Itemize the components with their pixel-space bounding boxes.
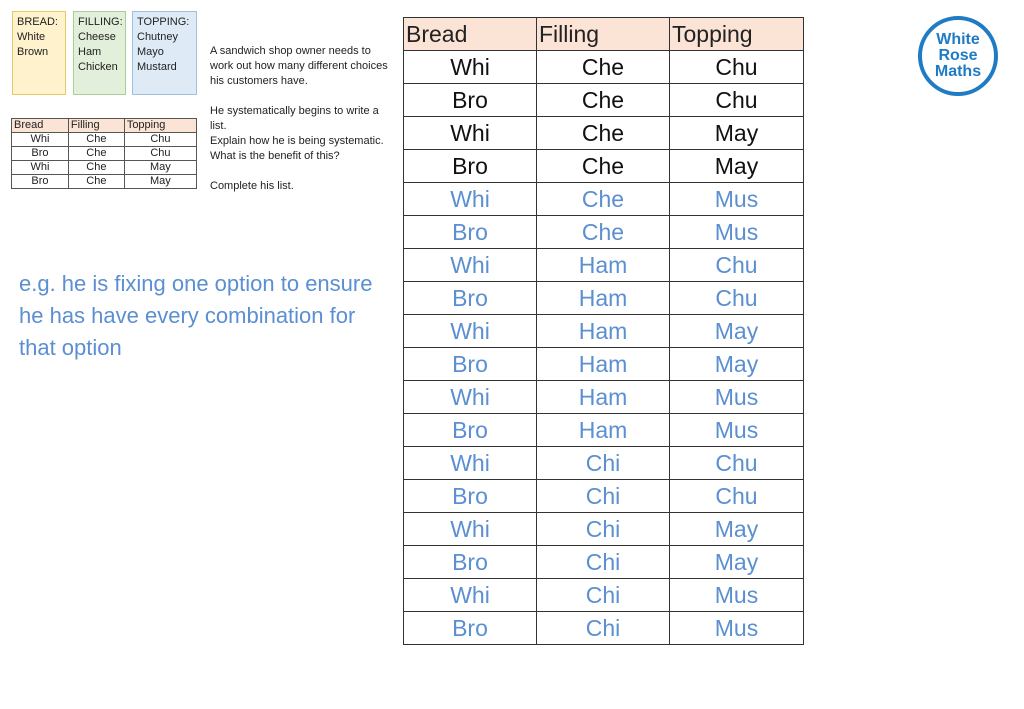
table-cell: Che — [68, 161, 124, 175]
column-header: Filling — [537, 18, 670, 51]
table-cell: Bro — [404, 84, 537, 117]
table-row — [404, 282, 804, 315]
table-cell: Bro — [404, 216, 537, 249]
table-cell: Bro — [404, 150, 537, 183]
question-paragraph: A sandwich shop owner needs to work out how many different choices his customers have. — [210, 45, 388, 87]
table-row — [404, 249, 804, 282]
table-row — [404, 513, 804, 546]
logo-text: Maths — [934, 63, 982, 80]
table-cell: Chi — [537, 612, 670, 645]
table-cell: Che — [68, 133, 124, 147]
table-cell: Chi — [537, 447, 670, 480]
table-cell: Mus — [670, 216, 804, 249]
table-row — [12, 133, 197, 147]
table-row — [404, 414, 804, 447]
table-cell: May — [670, 546, 804, 579]
topping-heading: TOPPING: — [137, 16, 190, 28]
table-header-row — [404, 18, 804, 51]
column-header: Topping — [124, 119, 196, 133]
topping-option: Chutney — [137, 31, 178, 43]
table-cell: May — [124, 161, 196, 175]
table-cell: Chi — [537, 546, 670, 579]
table-row — [404, 216, 804, 249]
table-row — [404, 480, 804, 513]
topping-option: Mustard — [137, 61, 177, 73]
table-cell: Whi — [404, 381, 537, 414]
table-cell: Whi — [404, 249, 537, 282]
table-cell: Bro — [404, 414, 537, 447]
table-cell: Chi — [537, 513, 670, 546]
table-row — [404, 612, 804, 645]
table-cell: May — [670, 150, 804, 183]
table-cell: Ham — [537, 315, 670, 348]
table-cell: Chi — [537, 579, 670, 612]
column-header: Bread — [404, 18, 537, 51]
logo-text: White — [936, 31, 980, 48]
table-cell: Chu — [670, 282, 804, 315]
table-cell: May — [670, 315, 804, 348]
table-cell: Che — [537, 51, 670, 84]
table-cell: Ham — [537, 348, 670, 381]
table-cell: Mus — [670, 579, 804, 612]
bread-options-card — [12, 11, 66, 95]
table-row — [12, 175, 197, 189]
table-cell: Whi — [404, 513, 537, 546]
column-header: Topping — [670, 18, 804, 51]
table-cell: Ham — [537, 249, 670, 282]
table-cell: Chi — [537, 480, 670, 513]
table-row — [404, 150, 804, 183]
table-cell: Mus — [670, 612, 804, 645]
table-cell: Mus — [670, 381, 804, 414]
table-cell: Chu — [124, 147, 196, 161]
bread-option: White — [17, 31, 46, 43]
table-cell: Whi — [12, 161, 69, 175]
table-row — [404, 579, 804, 612]
table-cell: Whi — [404, 117, 537, 150]
table-cell: Whi — [12, 133, 69, 147]
question-paragraph: Complete his list. — [210, 180, 294, 192]
table-row — [12, 147, 197, 161]
table-row — [404, 117, 804, 150]
question-paragraph: What is the benefit of this? — [210, 150, 340, 162]
table-cell: Mus — [670, 183, 804, 216]
table-cell: Che — [537, 84, 670, 117]
topping-option: Mayo — [137, 46, 164, 58]
table-row — [404, 315, 804, 348]
table-cell: Chu — [670, 249, 804, 282]
example-list-table — [11, 118, 197, 189]
column-header: Filling — [68, 119, 124, 133]
answer-text: e.g. he is fixing one option to ensure he has have every combination for that option — [19, 271, 373, 360]
bread-heading: BREAD: — [17, 16, 58, 28]
table-cell: Ham — [537, 282, 670, 315]
table-cell: May — [670, 348, 804, 381]
table-cell: Che — [537, 117, 670, 150]
table-cell: Chu — [670, 447, 804, 480]
table-cell: Bro — [12, 147, 69, 161]
table-cell: May — [670, 513, 804, 546]
topping-options-card — [132, 11, 197, 95]
table-cell: Mus — [670, 414, 804, 447]
table-cell: Whi — [404, 447, 537, 480]
table-cell: Whi — [404, 183, 537, 216]
table-cell: Che — [537, 183, 670, 216]
table-cell: Che — [537, 216, 670, 249]
table-cell: Whi — [404, 51, 537, 84]
table-cell: Bro — [404, 282, 537, 315]
table-row — [404, 348, 804, 381]
filling-heading: FILLING: — [78, 16, 123, 28]
filling-option: Chicken — [78, 61, 118, 73]
table-cell: Ham — [537, 414, 670, 447]
table-header-row — [12, 119, 197, 133]
table-cell: Chu — [670, 84, 804, 117]
question-text — [210, 44, 390, 194]
table-cell: Ham — [537, 381, 670, 414]
table-cell: Bro — [404, 348, 537, 381]
table-cell: Che — [537, 150, 670, 183]
table-cell: Chu — [670, 51, 804, 84]
table-cell: May — [670, 117, 804, 150]
table-cell: Bro — [12, 175, 69, 189]
table-cell: Whi — [404, 315, 537, 348]
table-cell: Bro — [404, 612, 537, 645]
table-row — [404, 381, 804, 414]
filling-option: Ham — [78, 46, 102, 58]
table-row — [404, 51, 804, 84]
column-header: Bread — [12, 119, 69, 133]
question-paragraph: Explain how he is being systematic. — [210, 135, 384, 147]
table-row — [404, 447, 804, 480]
table-cell: Bro — [404, 546, 537, 579]
question-paragraph: He systematically begins to write a list. — [210, 105, 379, 132]
bread-option: Brown — [17, 46, 49, 58]
table-cell: Whi — [404, 579, 537, 612]
completed-list-table — [403, 17, 804, 645]
table-row — [404, 84, 804, 117]
table-cell: May — [124, 175, 196, 189]
table-cell: Che — [68, 147, 124, 161]
table-row — [404, 183, 804, 216]
logo-text: Rose — [938, 47, 978, 64]
table-cell: Chu — [124, 133, 196, 147]
table-row — [12, 161, 197, 175]
table-row — [404, 546, 804, 579]
table-cell: Che — [68, 175, 124, 189]
filling-option: Cheese — [78, 31, 116, 43]
filling-options-card — [73, 11, 126, 95]
table-cell: Chu — [670, 480, 804, 513]
table-cell: Bro — [404, 480, 537, 513]
white-rose-maths-logo — [918, 16, 998, 96]
